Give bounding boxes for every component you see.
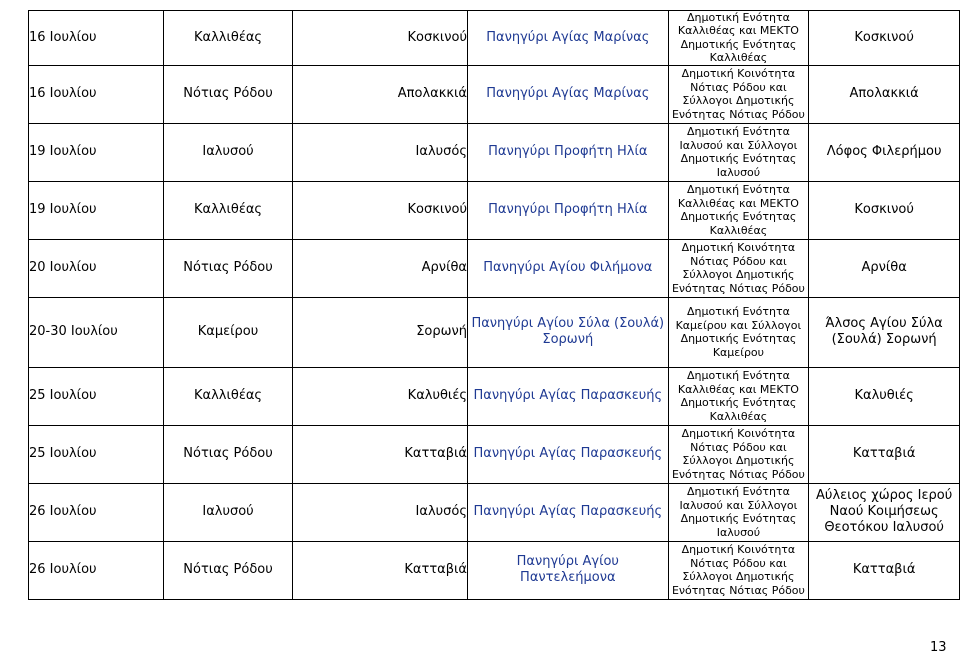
organizer-cell: Δημοτική Κοινότητα Νότιας Ρόδου και Σύλλογοι Δημοτικής Ενότητας Νότιας Ρόδου (668, 541, 809, 599)
schedule-table (28, 10, 960, 600)
date-cell: 19 Ιουλίου (29, 123, 164, 181)
event-cell: Πανηγύρι Αγίου Σύλα (Σουλά) Σορωνή (468, 297, 669, 367)
date-cell: 20-30 Ιουλίου (29, 297, 164, 367)
community-cell: Ιαλυσού (163, 483, 293, 541)
location-cell: Ιαλυσός (293, 123, 468, 181)
date-cell: 26 Ιουλίου (29, 483, 164, 541)
organizer-cell: Δημοτική Ενότητα Καλλιθέας και ΜΕΚΤΟ Δημοτικής Ενότητας Καλλιθέας (668, 367, 809, 425)
community-cell: Νότιας Ρόδου (163, 541, 293, 599)
venue-cell: Αρνίθα (809, 239, 960, 297)
venue-cell: Κατταβιά (809, 425, 960, 483)
community-cell: Καλλιθέας (163, 181, 293, 239)
venue-cell: Κοσκινού (809, 181, 960, 239)
community-cell: Καλλιθέας (163, 367, 293, 425)
organizer-cell: Δημοτική Κοινότητα Νότιας Ρόδου και Σύλλογοι Δημοτικής Ενότητας Νότιας Ρόδου (668, 425, 809, 483)
table-row (29, 123, 960, 181)
date-cell: 26 Ιουλίου (29, 541, 164, 599)
organizer-cell: Δημοτική Ενότητα Ιαλυσού και Σύλλογοι Δημοτικής Ενότητας Ιαλυσού (668, 483, 809, 541)
date-cell: 19 Ιουλίου (29, 181, 164, 239)
venue-cell: Άλσος Αγίου Σύλα (Σουλά) Σορωνή (809, 297, 960, 367)
community-cell: Νότιας Ρόδου (163, 425, 293, 483)
page-number: 13 (930, 640, 947, 655)
table-row (29, 483, 960, 541)
event-cell: Πανηγύρι Προφήτη Ηλία (468, 123, 669, 181)
organizer-cell: Δημοτική Ενότητα Καλλιθέας και ΜΕΚΤΟ Δημοτικής Ενότητας Καλλιθέας (668, 11, 809, 66)
event-cell: Πανηγύρι Αγίου Φιλήμονα (468, 239, 669, 297)
date-cell: 16 Ιουλίου (29, 65, 164, 123)
schedule-table-body (29, 11, 960, 600)
event-cell: Πανηγύρι Αγίας Μαρίνας (468, 11, 669, 66)
location-cell: Κοσκινού (293, 11, 468, 66)
organizer-cell: Δημοτική Κοινότητα Νότιας Ρόδου και Σύλλογοι Δημοτικής Ενότητας Νότιας Ρόδου (668, 239, 809, 297)
table-row (29, 425, 960, 483)
date-cell: 25 Ιουλίου (29, 367, 164, 425)
location-cell: Κατταβιά (293, 541, 468, 599)
date-cell: 25 Ιουλίου (29, 425, 164, 483)
event-cell: Πανηγύρι Αγίας Παρασκευής (468, 425, 669, 483)
venue-cell: Κατταβιά (809, 541, 960, 599)
event-cell: Πανηγύρι Αγίας Παρασκευής (468, 367, 669, 425)
event-cell: Πανηγύρι Αγίας Παρασκευής (468, 483, 669, 541)
community-cell: Καμείρου (163, 297, 293, 367)
organizer-cell: Δημοτική Ενότητα Καλλιθέας και ΜΕΚΤΟ Δημοτικής Ενότητας Καλλιθέας (668, 181, 809, 239)
event-cell: Πανηγύρι Αγίου Παντελεήμονα (468, 541, 669, 599)
event-cell: Πανηγύρι Αγίας Μαρίνας (468, 65, 669, 123)
location-cell: Αρνίθα (293, 239, 468, 297)
date-cell: 20 Ιουλίου (29, 239, 164, 297)
table-row (29, 239, 960, 297)
table-row (29, 297, 960, 367)
location-cell: Απολακκιά (293, 65, 468, 123)
organizer-cell: Δημοτική Κοινότητα Νότιας Ρόδου και Σύλλογοι Δημοτικής Ενότητας Νότιας Ρόδου (668, 65, 809, 123)
location-cell: Ιαλυσός (293, 483, 468, 541)
community-cell: Ιαλυσού (163, 123, 293, 181)
venue-cell: Καλυθιές (809, 367, 960, 425)
table-row (29, 367, 960, 425)
venue-cell: Κοσκινού (809, 11, 960, 66)
location-cell: Καλυθιές (293, 367, 468, 425)
table-row (29, 11, 960, 66)
venue-cell: Λόφος Φιλερήμου (809, 123, 960, 181)
location-cell: Σορωνή (293, 297, 468, 367)
venue-cell: Απολακκιά (809, 65, 960, 123)
venue-cell: Αύλειος χώρος Ιερού Ναού Κοιμήσεως Θεοτόκου Ιαλυσού (809, 483, 960, 541)
table-row (29, 65, 960, 123)
date-cell: 16 Ιουλίου (29, 11, 164, 66)
table-row (29, 541, 960, 599)
location-cell: Κατταβιά (293, 425, 468, 483)
organizer-cell: Δημοτική Ενότητα Ιαλυσού και Σύλλογοι Δημοτικής Ενότητας Ιαλυσού (668, 123, 809, 181)
location-cell: Κοσκινού (293, 181, 468, 239)
table-row (29, 181, 960, 239)
event-cell: Πανηγύρι Προφήτη Ηλία (468, 181, 669, 239)
organizer-cell: Δημοτική Ενότητα Καμείρου και Σύλλογοι Δημοτικής Ενότητας Καμείρου (668, 297, 809, 367)
community-cell: Νότιας Ρόδου (163, 239, 293, 297)
community-cell: Καλλιθέας (163, 11, 293, 66)
community-cell: Νότιας Ρόδου (163, 65, 293, 123)
